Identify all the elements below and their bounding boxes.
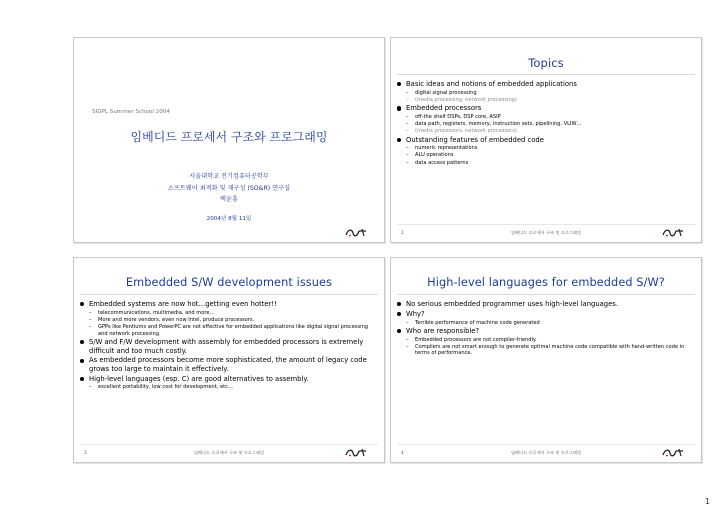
- dash-bullet-icon: –: [89, 309, 92, 316]
- sub-bullet-text: Compilers are not smart enough to generate optimal machine code compatible with hand-written code in terms of performance.: [415, 343, 685, 357]
- bullet-item: Embedded systems are now hot…getting even hotter!!: [80, 300, 378, 309]
- dash-bullet-icon: –: [406, 319, 409, 326]
- cover-title: 임베디드 프로세서 구조와 프로그래밍: [130, 130, 328, 144]
- footer-divider: [397, 224, 695, 225]
- cover-school-label: SIGPL Summer School 2004: [92, 109, 170, 115]
- sub-bullet-item: [397, 114, 695, 121]
- page-number: 2: [401, 230, 404, 235]
- bullet-item: Outstanding features of embedded code: [397, 136, 695, 145]
- dash-bullet-icon: –: [406, 128, 409, 135]
- slide-footer: [74, 444, 384, 462]
- slide-footer: [391, 224, 701, 242]
- dash-bullet-icon: –: [406, 343, 409, 350]
- sub-bullet-item: [397, 90, 695, 97]
- dash-bullet-icon: –: [406, 336, 409, 343]
- sub-bullet-text: digital signal processing: [415, 89, 477, 96]
- sor-logo-icon: [344, 447, 368, 458]
- sub-bullet-text: data access patterns: [415, 159, 469, 166]
- sub-bullet-item: [397, 320, 695, 327]
- footer-text: 임베디드 프로세서 구조 및 프로그래밍: [510, 450, 582, 455]
- dash-bullet-icon: –: [406, 145, 409, 152]
- footer-divider: [80, 444, 378, 445]
- slide-title-area: [391, 38, 701, 76]
- slide-body: [397, 80, 695, 167]
- sub-bullet-text: Terrible performance of machine code generated: [415, 319, 540, 326]
- slide-cover: [73, 37, 385, 243]
- sor-logo-icon: [661, 227, 685, 238]
- title-divider: [80, 294, 378, 295]
- slide-body: [80, 300, 378, 392]
- sub-bullet-item: [80, 310, 378, 317]
- sub-bullet-text: (media processing, network processing): [415, 96, 517, 103]
- bullet-item: High-level languages (esp. C) are good alternatives to assembly.: [80, 375, 378, 384]
- sub-bullet-text: off-the shelf DSPs, DSP core, ASIP: [415, 113, 501, 120]
- dash-bullet-icon: –: [406, 89, 409, 96]
- bullet-item: No serious embedded programmer uses high-level languages.: [397, 300, 695, 309]
- cover-affiliation-author: 백윤흥: [220, 196, 238, 204]
- dash-bullet-icon: –: [89, 316, 92, 323]
- slide-footer: [74, 224, 384, 242]
- slide-body: [397, 300, 695, 358]
- sub-bullet-text: ALU operations: [415, 152, 454, 159]
- cover-affiliation-dept: 서울대학교 전기컴퓨터공학부: [189, 173, 269, 180]
- sub-bullet-item: [397, 121, 695, 128]
- slide-title: Embedded S/W development issues: [125, 276, 333, 289]
- bullet-item: Who are responsible?: [397, 327, 695, 336]
- sub-bullet-item: [397, 145, 695, 152]
- slide-title-area: [391, 258, 701, 296]
- slide-footer: [391, 444, 701, 462]
- dash-bullet-icon: –: [89, 324, 92, 331]
- dash-bullet-icon: –: [406, 121, 409, 128]
- bullet-item: Embedded processors: [397, 104, 695, 113]
- sub-bullet-text: telecommunications, multimedia, and more…: [98, 309, 215, 316]
- sub-bullet-item: [397, 97, 695, 104]
- page-number: 3: [84, 450, 87, 455]
- page-number: 4: [401, 450, 404, 455]
- footer-divider: [397, 444, 695, 445]
- sub-bullet-text: numeric representations: [415, 145, 478, 152]
- sor-logo-icon: [344, 227, 368, 238]
- bullet-item: S/W and F/W development with assembly for embedded processors is extremely difficult and too much costly.: [80, 338, 378, 355]
- bullet-item: As embedded processors become more sophisticated, the amount of legacy code grows too large to maintain it effectively.: [80, 356, 378, 373]
- slide-title-area: [74, 258, 384, 296]
- dash-bullet-icon: –: [406, 113, 409, 120]
- footer-text: 임베디드 프로세서 구조 및 프로그래밍: [193, 450, 265, 455]
- footer-text: 임베디드 프로세서 구조 및 프로그래밍: [510, 230, 582, 235]
- slide-title: High-level languages for embedded S/W?: [427, 276, 665, 289]
- sub-bullet-item: [397, 160, 695, 167]
- dash-bullet-icon: –: [406, 96, 409, 103]
- dash-bullet-icon: –: [89, 384, 92, 391]
- sub-bullet-item: [397, 128, 695, 135]
- cover-affiliation-lab: 소프트웨어 최적화 및 재구성 (SO&R) 연구실: [167, 184, 291, 192]
- sub-bullet-item: [397, 344, 695, 357]
- slide-high-level-languages: [390, 257, 702, 463]
- sub-bullet-text: More and more vendors, even now Intel, produce processors.: [98, 316, 255, 323]
- sub-bullet-item: [80, 324, 378, 337]
- sub-bullet-text: excellent portability, low cost for development, etc…: [98, 384, 233, 391]
- slide-title: Topics: [528, 56, 564, 70]
- sub-bullet-item: [397, 337, 695, 344]
- sub-bullet-item: [80, 384, 378, 391]
- sub-bullet-text: GPPs like Pentiums and PowerPC are not effective for embedded applications like digital signal processing and network processing.: [98, 324, 369, 337]
- dash-bullet-icon: –: [406, 159, 409, 166]
- bullet-item: Why?: [397, 310, 695, 319]
- sub-bullet-text: data path, registers, memory, instruction sets, pipelining, VLIW…: [415, 121, 582, 128]
- slide-embedded-sw-issues: [73, 257, 385, 463]
- title-divider: [397, 294, 695, 295]
- slide-topics: [390, 37, 702, 243]
- sub-bullet-text: Embedded processors are not compiler-friendly.: [415, 336, 537, 343]
- bullet-item: Basic ideas and notions of embedded applications: [397, 80, 695, 89]
- sub-bullet-item: [80, 317, 378, 324]
- sub-bullet-text: (media processors, network processors): [415, 128, 517, 135]
- cover-date: 2004년 8월 11일: [206, 216, 252, 222]
- sor-logo-icon: [661, 447, 685, 458]
- title-divider: [397, 74, 695, 75]
- cover-affiliation: [74, 171, 384, 206]
- dash-bullet-icon: –: [406, 152, 409, 159]
- sub-bullet-item: [397, 152, 695, 159]
- sheet-page-number: 1: [704, 497, 710, 506]
